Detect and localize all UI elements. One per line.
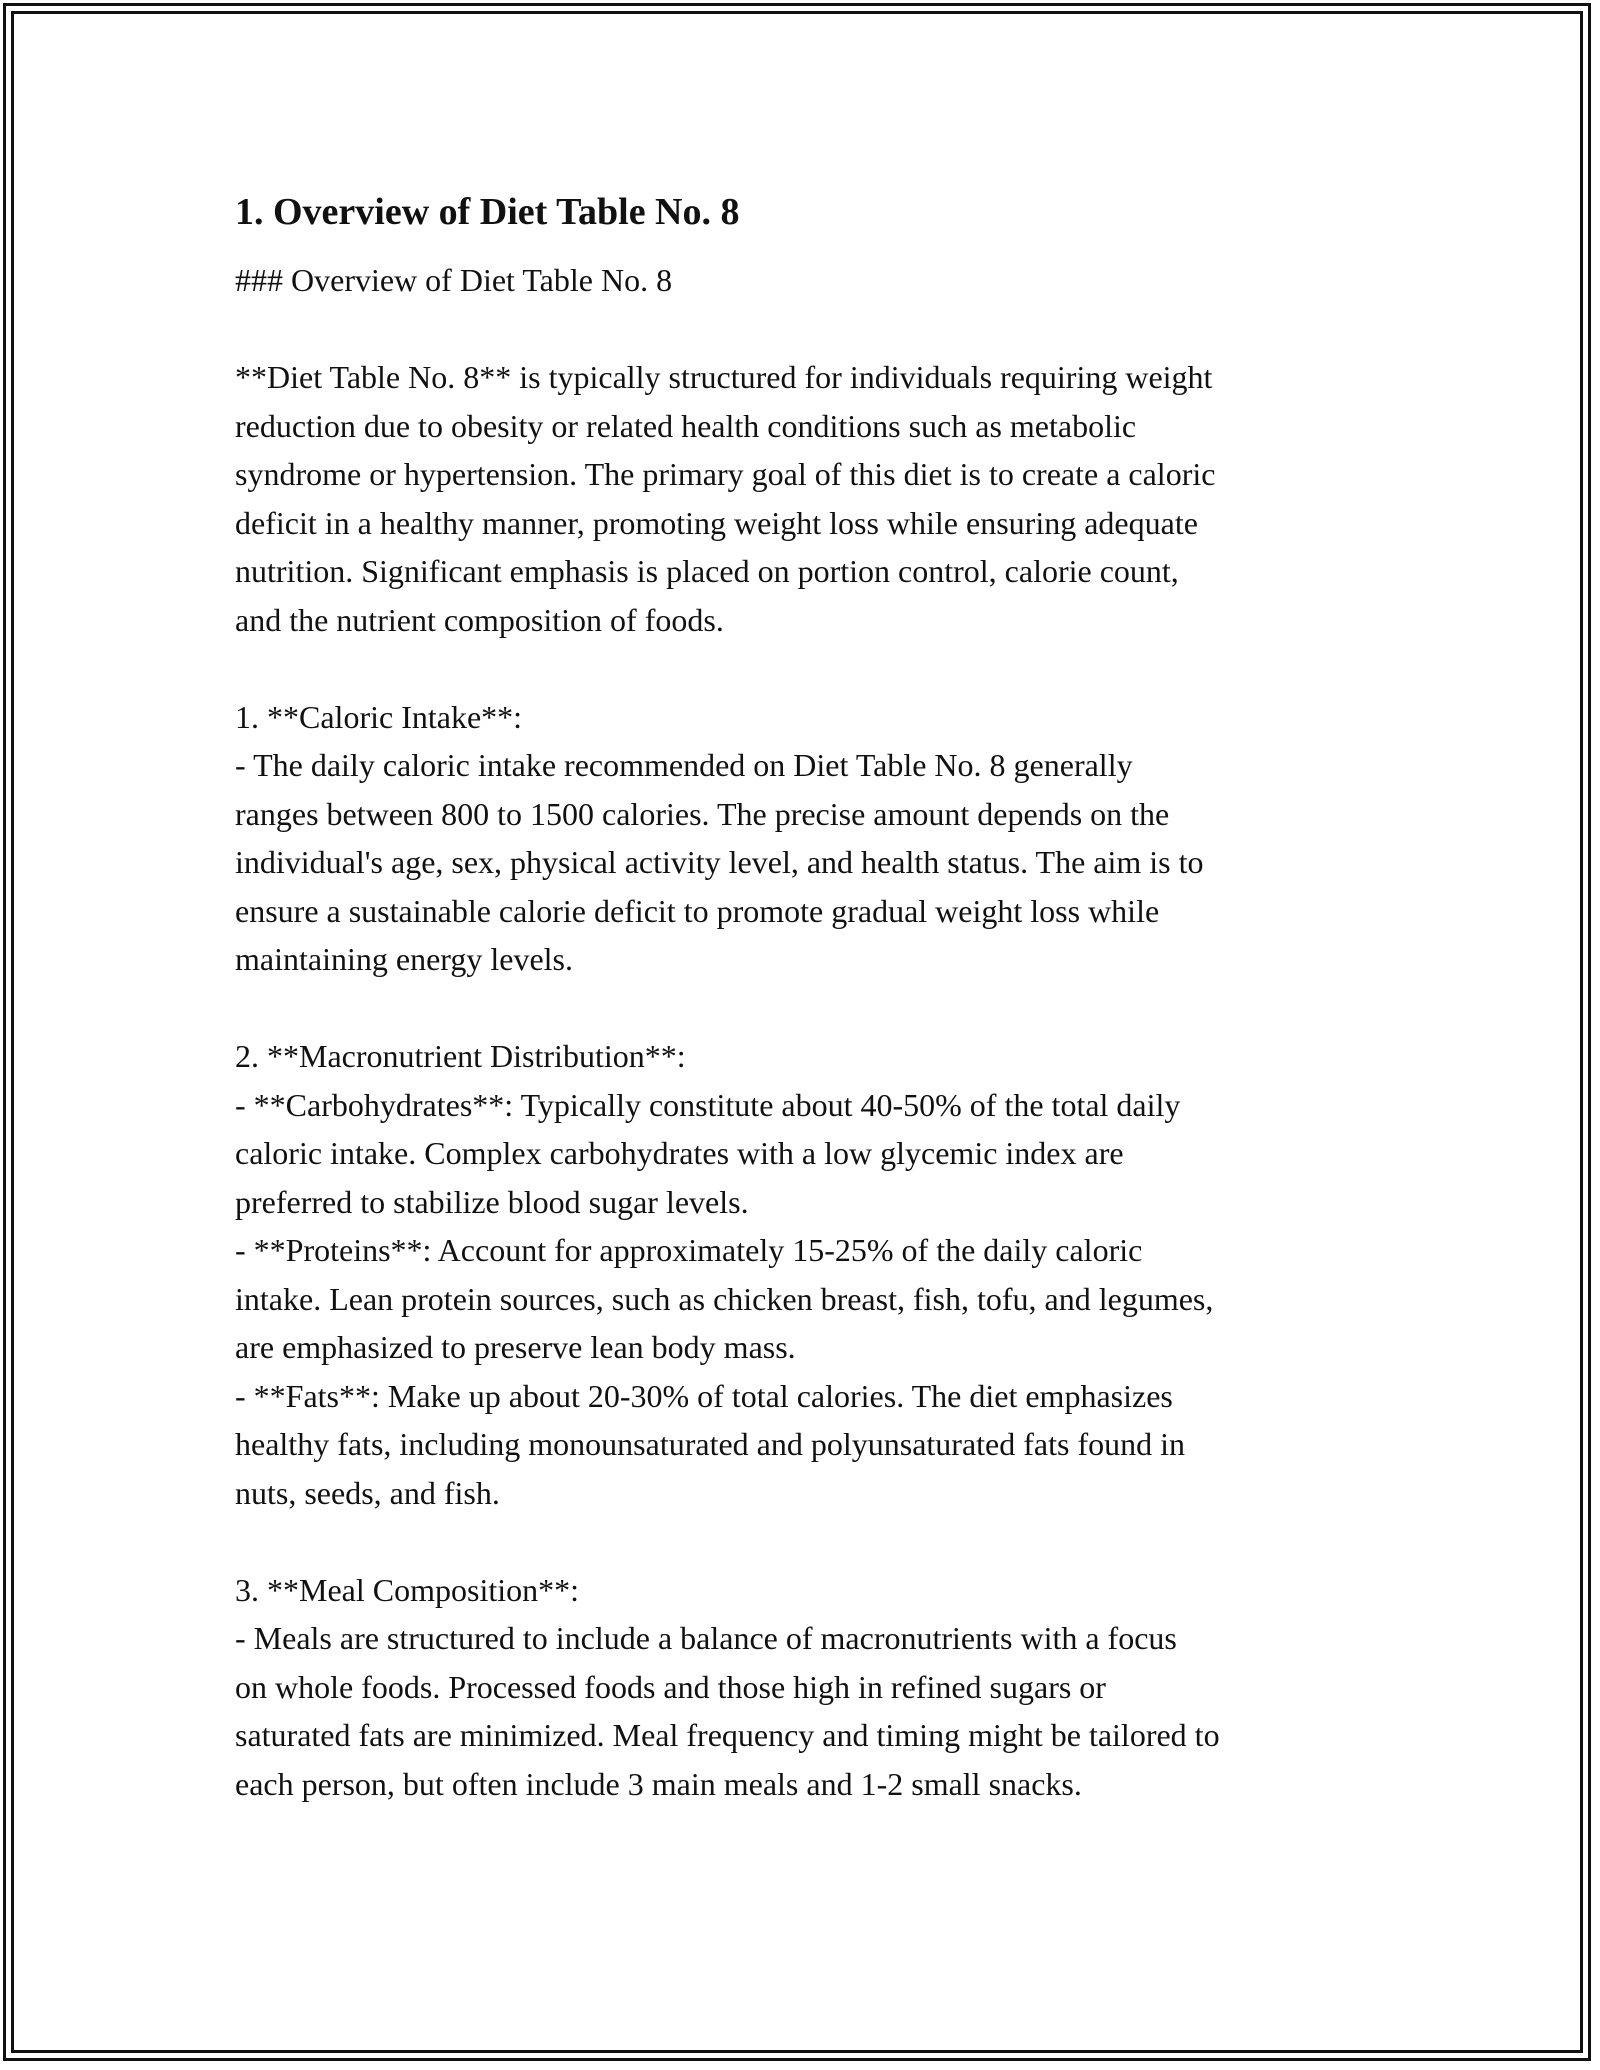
document-title: 1. Overview of Diet Table No. 8	[235, 191, 740, 233]
section-meal-composition-body: - Meals are structured to include a balance of macronutrients with a focus on whole foods. Processed foods and those high in refined sugars or saturated fats are minimized. Meal frequency and timing might be tailored to each person, but often include 3 main meals and 1-2 small snacks.	[235, 1620, 1220, 1802]
section-caloric-intake-body: - The daily caloric intake recommended on Diet Table No. 8 generally ranges between 800 to 1500 calories. The precise amount depends on the individual's age, sex, physical activity level, and health status. The aim is to ensure a sustainable calorie deficit to promote gradual weight loss while maintaining energy levels.	[235, 747, 1204, 977]
intro-paragraph: **Diet Table No. 8** is typically structured for individuals requiring weight reduction due to obesity or related health conditions such as metabolic syndrome or hypertension. The primary goal of this diet is to create a caloric deficit in a healthy manner, promoting weight loss while ensuring adequate nutrition. Significant emphasis is placed on portion control, calorie count, and the nutrient composition of foods.	[235, 359, 1216, 638]
section-caloric-intake-heading: 1. **Caloric Intake**:	[235, 698, 523, 735]
paragraph-gap	[235, 984, 1395, 1033]
paragraph-gap	[235, 305, 1395, 354]
section-macronutrient-heading: 2. **Macronutrient Distribution**:	[235, 1038, 686, 1074]
subheading: ### Overview of Diet Table No. 8	[235, 262, 673, 298]
macronutrient-fats: - **Fats**: Make up about 20-30% of total calories. The diet emphasizes healthy fats, including monounsaturated and polyunsaturated fats found in nuts, seeds, and fish.	[235, 1377, 1185, 1511]
paragraph-gap	[235, 1517, 1395, 1566]
macronutrient-proteins: - **Proteins**: Account for approximately 15-25% of the daily caloric intake. Lean protein sources, such as chicken breast, fish, tofu, and legumes, are emphasized to preserve lean body mass.	[235, 1232, 1214, 1365]
paragraph-gap	[235, 644, 1395, 693]
document-body	[235, 186, 1395, 1808]
section-meal-composition-heading: 3. **Meal Composition**:	[235, 1571, 579, 1608]
macronutrient-carbohydrates: - **Carbohydrates**: Typically constitute about 40-50% of the total daily caloric intake. Complex carbohydrates with a low glycemic index are preferred to stabilize blood sugar levels.	[235, 1086, 1181, 1220]
